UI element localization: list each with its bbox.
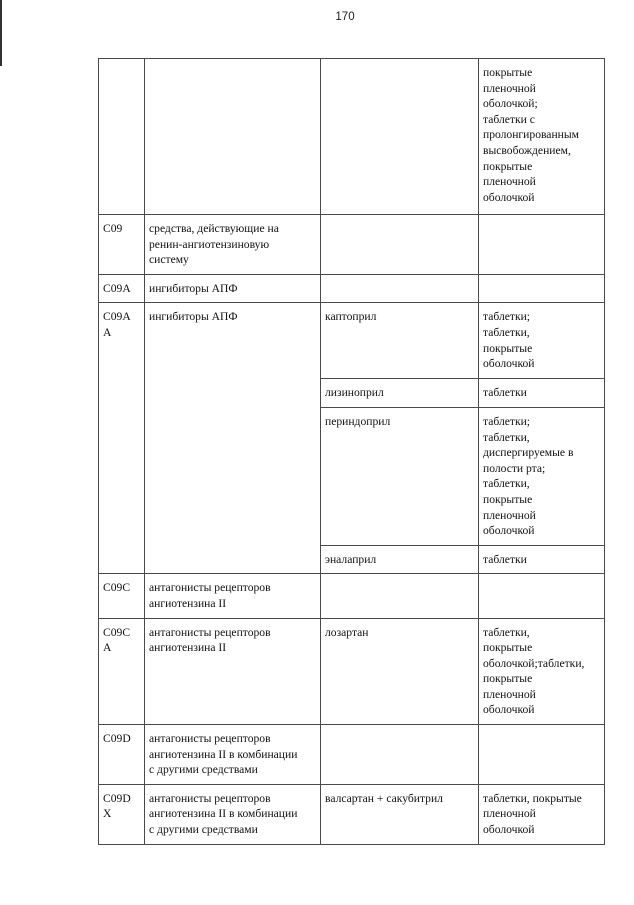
dosage-form-cell: покрытые пленочной оболочкой; таблетки с пролонгированным высвобождением, покрытые пленочной оболочкой xyxy=(479,59,605,215)
table-row xyxy=(99,303,605,379)
group-name-cell: антагонисты рецепторов ангиотензина II в комбинации с другими средствами xyxy=(145,725,321,785)
dosage-form-cell xyxy=(479,574,605,618)
dosage-form-cell: таблетки xyxy=(479,545,605,574)
drug-name-cell: каптоприл xyxy=(321,303,479,379)
table-row xyxy=(99,59,605,215)
table-row xyxy=(99,618,605,725)
dosage-form-cell xyxy=(479,274,605,303)
drug-name-cell xyxy=(321,274,479,303)
dosage-form-cell: таблетки, покрытые пленочной оболочкой xyxy=(479,784,605,844)
group-name-cell: антагонисты рецепторов ангиотензина II xyxy=(145,618,321,725)
atc-code-cell: C09C A xyxy=(99,618,145,725)
dosage-form-cell: таблетки xyxy=(479,379,605,408)
drug-name-cell: лизиноприл xyxy=(321,379,479,408)
atc-code-cell: C09C xyxy=(99,574,145,618)
table-row xyxy=(99,725,605,785)
atc-code-cell: C09A xyxy=(99,274,145,303)
atc-code-cell: C09D xyxy=(99,725,145,785)
drug-name-cell: лозартан xyxy=(321,618,479,725)
drug-name-cell xyxy=(321,574,479,618)
table-row xyxy=(99,784,605,844)
group-name-cell: ингибиторы АПФ xyxy=(145,303,321,574)
drug-classification-table xyxy=(98,58,605,845)
table-row xyxy=(99,574,605,618)
dosage-form-cell: таблетки; таблетки, диспергируемые в полости рта; таблетки, покрытые пленочной оболочкой xyxy=(479,407,605,545)
scan-edge-mark xyxy=(0,0,2,66)
table-row xyxy=(99,215,605,275)
atc-code-cell xyxy=(99,59,145,215)
page-number: 170 xyxy=(335,11,355,23)
drug-name-cell xyxy=(321,725,479,785)
drug-name-cell: эналаприл xyxy=(321,545,479,574)
atc-code-cell: C09A A xyxy=(99,303,145,574)
drug-name-cell: валсартан + сакубитрил xyxy=(321,784,479,844)
group-name-cell: средства, действующие на ренин-ангиотензиновую систему xyxy=(145,215,321,275)
drug-name-cell xyxy=(321,215,479,275)
atc-code-cell: C09 xyxy=(99,215,145,275)
drug-name-cell xyxy=(321,59,479,215)
dosage-form-cell xyxy=(479,215,605,275)
group-name-cell: антагонисты рецепторов ангиотензина II в комбинации с другими средствами xyxy=(145,784,321,844)
drug-name-cell: периндоприл xyxy=(321,407,479,545)
dosage-form-cell: таблетки; таблетки, покрытые оболочкой xyxy=(479,303,605,379)
atc-code-cell: C09D X xyxy=(99,784,145,844)
dosage-form-cell: таблетки, покрытые оболочкой;таблетки, покрытые пленочной оболочкой xyxy=(479,618,605,725)
group-name-cell xyxy=(145,59,321,215)
group-name-cell: антагонисты рецепторов ангиотензина II xyxy=(145,574,321,618)
dosage-form-cell xyxy=(479,725,605,785)
table-row xyxy=(99,274,605,303)
group-name-cell: ингибиторы АПФ xyxy=(145,274,321,303)
